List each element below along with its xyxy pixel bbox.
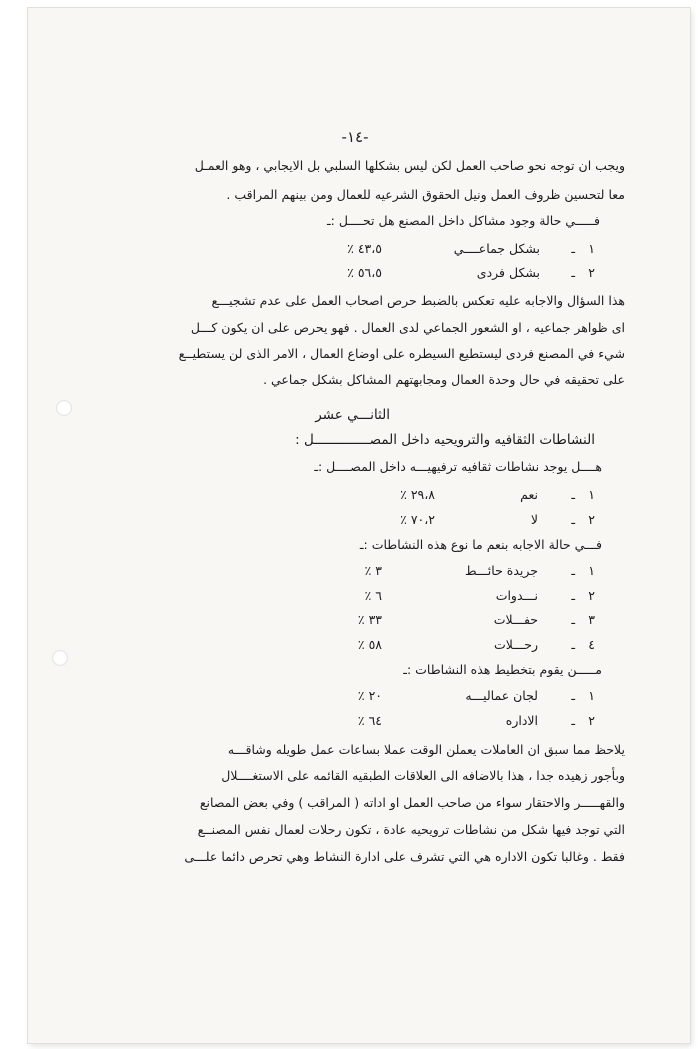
option-dash: ـ bbox=[571, 241, 575, 256]
option-number: ٢ bbox=[588, 588, 595, 603]
paragraph-line: والقهـــــر والاحتقار سواء من صاحب العمل او اداته ( المراقب ) وفي بعض المصانع bbox=[199, 795, 625, 810]
option-number: ٣ bbox=[588, 612, 595, 627]
section-title: الثانـــي عشر bbox=[315, 407, 390, 423]
option-value: ٧٠،٢ ٪ bbox=[400, 512, 435, 527]
option-dash: ـ bbox=[571, 265, 575, 280]
option-dash: ـ bbox=[571, 563, 575, 578]
option-number: ١ bbox=[588, 487, 595, 502]
question-line: مـــــن يقوم بتخطيط هذه النشاطات :ـ bbox=[403, 662, 602, 677]
paragraph-line: فقط . وغالبا تكون الاداره هي التي تشرف على ادارة النشاط وهي تحرص دائما علـــى bbox=[184, 849, 625, 864]
option-value: ٦ ٪ bbox=[364, 588, 382, 603]
option-label: حفـــلات bbox=[493, 612, 538, 627]
option-label: رحـــلات bbox=[494, 637, 538, 652]
option-number: ٤ bbox=[588, 637, 595, 652]
paragraph-line: التي توجد فيها شكل من نشاطات ترويحيه عادة ، تكون رحلات لعمال نفس المصنــع bbox=[197, 822, 625, 837]
option-label: الاداره bbox=[505, 713, 538, 728]
punch-hole-bottom bbox=[52, 650, 68, 666]
paragraph-line: يلاحظ مما سبق ان العاملات يعملن الوقت عملا بساعات عمل طويله وشاقـــه bbox=[227, 742, 625, 757]
option-number: ١ bbox=[588, 563, 595, 578]
paragraph-line: هذا السؤال والاجابه عليه تعكس بالضبط حرص اصحاب العمل على عدم تشجيـــع bbox=[211, 293, 625, 308]
option-dash: ـ bbox=[571, 637, 575, 652]
option-value: ٦٤ ٪ bbox=[357, 713, 382, 728]
option-dash: ـ bbox=[571, 713, 575, 728]
option-dash: ـ bbox=[571, 487, 575, 502]
option-dash: ـ bbox=[571, 688, 575, 703]
paragraph-line: معا لتحسين ظروف العمل ونيل الحقوق الشرعيه للعمال ومن بينهم المراقب . bbox=[226, 187, 625, 202]
option-label: جريدة حائـــط bbox=[464, 563, 538, 578]
option-label: لا bbox=[530, 512, 538, 527]
option-number: ٢ bbox=[588, 512, 595, 527]
option-dash: ـ bbox=[571, 588, 575, 603]
punch-hole-top bbox=[56, 400, 72, 416]
question-line: هــــل يوجد نشاطات ثقافيه ترفيهيـــه داخل المصــــل :ـ bbox=[314, 459, 602, 474]
paragraph-line: على تحقيقه في حال وحدة العمال ومجابهتهم المشاكل بشكل جماعي . bbox=[263, 372, 625, 387]
option-value: ٥٦،٥ ٪ bbox=[347, 265, 382, 280]
option-label: بشكل فردى bbox=[476, 265, 540, 280]
option-dash: ـ bbox=[571, 612, 575, 627]
paragraph-line: اى ظواهر جماعيه ، او الشعور الجماعي لدى العمال . فهو يحرص على ان يكون كـــل bbox=[190, 320, 625, 335]
option-value: ٥٨ ٪ bbox=[357, 637, 382, 652]
question-line: فـــي حالة الاجابه بنعم ما نوع هذه النشاطات :ـ bbox=[359, 537, 602, 552]
option-label: نعم bbox=[520, 487, 538, 502]
option-number: ١ bbox=[588, 688, 595, 703]
option-number: ٢ bbox=[588, 265, 595, 280]
paragraph-line: وبأجور زهيده جدا ، هذا بالاضافه الى العلاقات الطبقيه القائمه على الاستغــــلال bbox=[221, 768, 625, 783]
paragraph-line: ويجب ان توجه نحو صاحب العمل لكن ليس بشكلها السلبي بل الايجابي ، وهو العمـل bbox=[194, 158, 625, 173]
option-number: ٢ bbox=[588, 713, 595, 728]
option-number: ١ bbox=[588, 241, 595, 256]
option-value: ٢٩،٨ ٪ bbox=[400, 487, 435, 502]
option-label: بشكل جماعــــي bbox=[453, 241, 540, 256]
question-line: فـــــي حالة وجود مشاكل داخل المصنع هل تحــــل :ـ bbox=[327, 213, 600, 228]
option-dash: ـ bbox=[571, 512, 575, 527]
option-value: ٢٠ ٪ bbox=[357, 688, 382, 703]
option-label: نـــدوات bbox=[495, 588, 538, 603]
paragraph-line: شيء في المصنع فردى ليستطيع السيطره على اوضاع العمال ، الامر الذى لن يستطيــع bbox=[178, 346, 625, 361]
option-value: ٣ ٪ bbox=[364, 563, 382, 578]
page-number: -١٤- bbox=[341, 128, 369, 146]
option-label: لجان عماليـــه bbox=[465, 688, 538, 703]
option-value: ٤٣،٥ ٪ bbox=[347, 241, 382, 256]
section-subtitle: النشاطات الثقافيه والترويحيه داخل المصــــــــــــــل : bbox=[295, 432, 595, 448]
option-value: ٣٣ ٪ bbox=[357, 612, 382, 627]
